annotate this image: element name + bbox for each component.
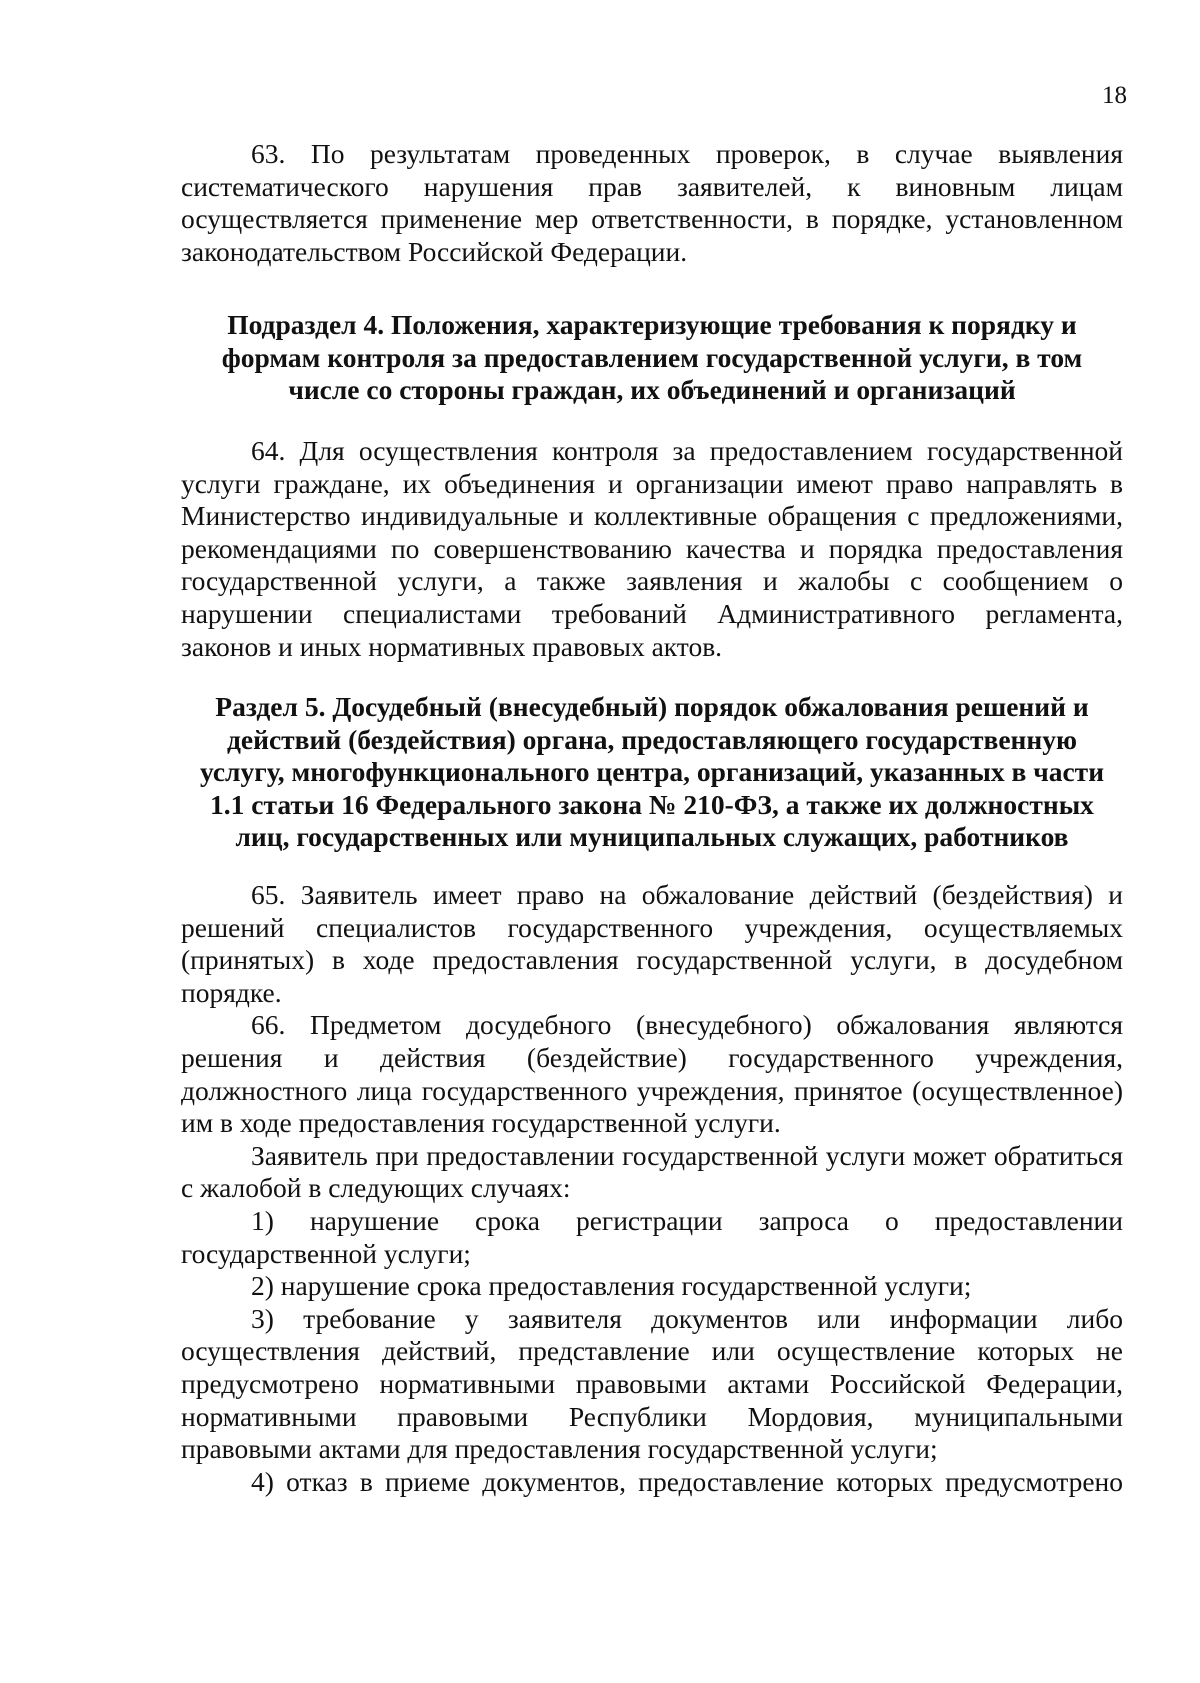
paragraph-64: 64. Для осуществления контроля за предоставлением государственной услуги граждане, их объединения и организации имеют право направлять в Министерство индивидуальные и коллективные обращения с предложениями, рекомендациями по совершенствованию качества и порядка предоставления государственной услуги, а также заявления и жалобы с сообщением о нарушении специалистами требований Административного регламента, законов и иных нормативных правовых актов. [181, 435, 1123, 662]
heading-line: 1.1 статьи 16 Федерального закона № 210-ФЗ, а также их должностных [210, 788, 1094, 820]
case-item: 4) отказ в приеме документов, предоставление которых предусмотрено [251, 1465, 1123, 1497]
case-item: 2) нарушение срока предоставления государственной услуги; [251, 1270, 972, 1302]
heading-line: услугу, многофункционального центра, организаций, указанных в части [199, 756, 1105, 788]
subsection-4-heading [181, 309, 1123, 407]
paragraph-63: 63. По результатам проведенных проверок, в случае выявления систематического нарушения прав заявителей, к виновным лицам осуществляется применение мер ответственности, в порядке, установленном законодательством Российской Федерации. [181, 138, 1123, 267]
heading-line: формам контроля за предоставлением государственной услуги, в том [221, 341, 1083, 373]
heading-line: Раздел 5. Досудебный (внесудебный) порядок обжалования решений и [215, 691, 1089, 722]
paragraph-66: 66. Предметом досудебного (внесудебного) обжалования являются решения и действия (бездействие) государственного учреждения, должностного лица государственного учреждения, принятое (осуществленное) им в ходе предоставления государственной услуги. [181, 1009, 1123, 1139]
heading-line: действий (бездействия) органа, предоставляющего государственную [226, 723, 1077, 755]
complaint-intro: Заявитель при предоставлении государственной услуги может обратиться с жалобой в следующих случаях: [181, 1139, 1123, 1204]
page-number: 18 [1102, 82, 1127, 109]
section-5-heading [181, 691, 1123, 854]
heading-line: лиц, государственных или муниципальных служащих, работников [235, 821, 1069, 853]
case-item: 3) требование у заявителя документов или информации либо осуществления действий, представление или осуществление которых не предусмотрено нормативными правовыми актами Российской Федерации, нормативными правовыми Республики Мордовия, муниципальными правовыми актами для предоставления государственной услуги; [181, 1302, 1123, 1465]
paragraph-65: 65. Заявитель имеет право на обжалование действий (бездействия) и решений специалистов государственного учреждения, осуществляемых (принятых) в ходе предоставления государственной услуги, в досудебном порядке. [181, 879, 1123, 1008]
heading-line: числе со стороны граждан, их объединений и организаций [288, 374, 1016, 406]
heading-line: Подраздел 4. Положения, характеризующие требования к порядку и [227, 309, 1077, 340]
body-text [181, 879, 1123, 1498]
case-item: 1) нарушение срока регистрации запроса о предоставлении государственной услуги; [181, 1204, 1123, 1269]
